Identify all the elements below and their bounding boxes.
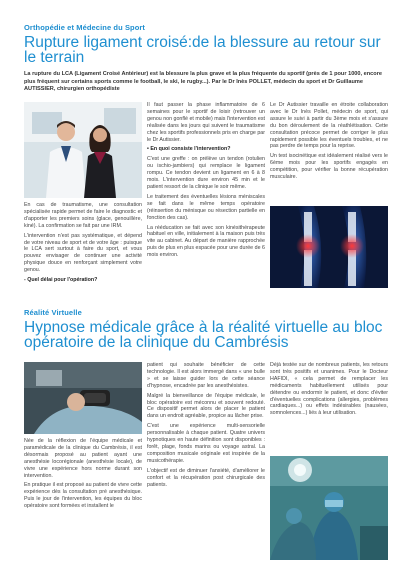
hypnose-col2-paragraph: L'objectif est de diminuer l'anxiété, d'améliorer le confort et la récupération post chirurgicale des patients. xyxy=(147,467,265,488)
lca-col1-paragraph: En cas de traumatisme, une consultation spécialisée rapide permet de faire le diagnostic et d'apporter les premiers soins (glace, genouillère, kiné). La confirmation se fait par une IRM. xyxy=(24,202,142,229)
article-lead-lca: La rupture du LCA (Ligament Croisé Antérieur) est la blessure la plus grave et la plus fréquente du sportif (près de 1 pour 1000, encore plus fréquent sur certains sports comme le football, le ski, le rugby...). Par le Dr Inès POLLET, médecin du sport et Dr Guillaume AUTISSIER, chirurgien orthopédiste xyxy=(24,71,382,93)
lca-col2-paragraph: La rééducation se fait avec son kinésithérapeute habituel en ville, initialement à la maison puis très vite au cabinet. Au départ de manière rapprochée puis de plus en plus espacée pour une durée de 6 mois environ. xyxy=(147,224,265,259)
hypnose-column-1 xyxy=(24,438,142,513)
hypnose-column-3 xyxy=(270,362,388,420)
article-title-lca: Rupture ligament croisé:de la blessure au retour sur le terrain xyxy=(24,34,381,66)
lca-col1-paragraph: L'intervention n'est pas systématique, et dépend de votre niveau de sport et de votre âge : puisque le LCA sert surtout à faire du sport, et vous pouvez envisager de continuer une activité physique douce en renforçant simplement votre genou. xyxy=(24,232,142,274)
hypnose-column-2 xyxy=(147,362,265,491)
hypnose-col3-paragraph: Déjà testée sur de nombreux patients, les retours sont très positifs et unanimes. Pour le Docteur HAFIDI, « cela permet de remplacer les médicaments habituellement utilisés pour détendre ou endormir le patient, et donc d'éviter d'éventuelles complications (allergies, problèmes cardiaques...) ou effets indésirables (nausées, somnolences...) liés à leur utilisation. xyxy=(270,362,388,417)
lca-col1-question: - Quel délai pour l'opération? xyxy=(24,277,98,284)
lca-col2-question: • En quoi consiste l'intervention? xyxy=(147,146,231,153)
vr-headset-photo xyxy=(24,362,142,434)
section-tag-realite-virtuelle: Réalité Virtuelle xyxy=(24,308,82,317)
lca-column-1 xyxy=(24,202,142,287)
article-title-hypnose: Hypnose médicale grâce à la réalité virtuelle au bloc opératoire de la clinique du Cambrésis xyxy=(24,319,383,351)
lca-col2-paragraph: Il faut passer la phase inflammatoire de 6 semaines pour le sportif de loisir (retrouver un genou non gonflé et mobile) mais l'intervention est réalisée dans les jours qui suivent le traumatisme chez les sportifs professionnels pris en charge par le Dr Autissier. xyxy=(147,102,265,143)
lca-column-3 xyxy=(270,102,388,184)
lca-col3-paragraph: Un test isocinétique est idéalement réalisé vers le 6ème mois pour les sportifs engagés en compétition, pour vérifier la bonne récupération musculaire. xyxy=(270,153,388,181)
doctors-photo xyxy=(24,102,142,198)
lca-column-2 xyxy=(147,102,265,262)
hypnose-col2-paragraph: Malgré la bienveillance de l'équipe médicale, le bloc opératoire est méconnu et souvent redouté. Ce dispositif permet alors de placer le patient dans un endroit agréable, propice au lâcher prise. xyxy=(147,392,265,420)
hypnose-col2-paragraph: C'est une expérience multi-sensorielle personnalisable à chaque patient. Quatre univers hypnotiques en haute définition sont disponibles : forêt, plage, fonds marins ou voyage astral. La composition musicale originale est inspirée de la musicothérapie. xyxy=(147,423,265,464)
knee-xray-illustration xyxy=(270,206,388,288)
lca-col3-paragraph: Le Dr Autissier travaille en étroite collaboration avec le Dr Inès Pollet, médecin de sport, qui assure le suivi à partir du 3ème mois et s'assure du bon déroulement de la réathlétisation. Cette consultation précoce permet de corriger le plus rapidement possible les éventuels troubles, et ne pas perdre de temps pour la reprise. xyxy=(270,102,388,150)
hypnose-col1-paragraph: En pratique il est proposé au patient de vivre cette expérience dès la consultation pré anesthésique. Puis le jour de l'intervention, les équipes du bloc opératoire sont formées et installent le xyxy=(24,482,142,510)
lca-col2-paragraph: C'est une greffe : on prélève un tendon (rotulien ou ischio-jambiers) qui remplace le ligament rompu. Ce tendon devient un ligament en 6 à 8 mois. L'intervention dure environ 45 min et le patient ressort de la clinique le soir même. xyxy=(147,156,265,190)
section-tag-orthopedie: Orthopédie et Médecine du Sport xyxy=(24,23,146,32)
hypnose-col1-paragraph: Née de la réflexion de l'équipe médicale et paramédicale de la clinique du Cambrésis, il est désormais proposé au patient ayant une anesthésie locorégionale (anesthésie locale), de vivre une expérience hors norme durant son intervention. xyxy=(24,438,142,479)
hypnose-col2-paragraph: patient qui souhaite bénéficier de cette technologie. Il est alors immergé dans « une bulle » et se laisse guider lors de cette séance d'hypnose, encadrée par les anesthésistes. xyxy=(147,362,265,389)
lca-col2-paragraph: Le traitement des éventuelles lésions méniscales se fait dans le même temps opératoire (réinsertion du ménisque ou résection partielle en fonction des cas). xyxy=(147,193,265,221)
operating-room-photo xyxy=(270,456,388,560)
